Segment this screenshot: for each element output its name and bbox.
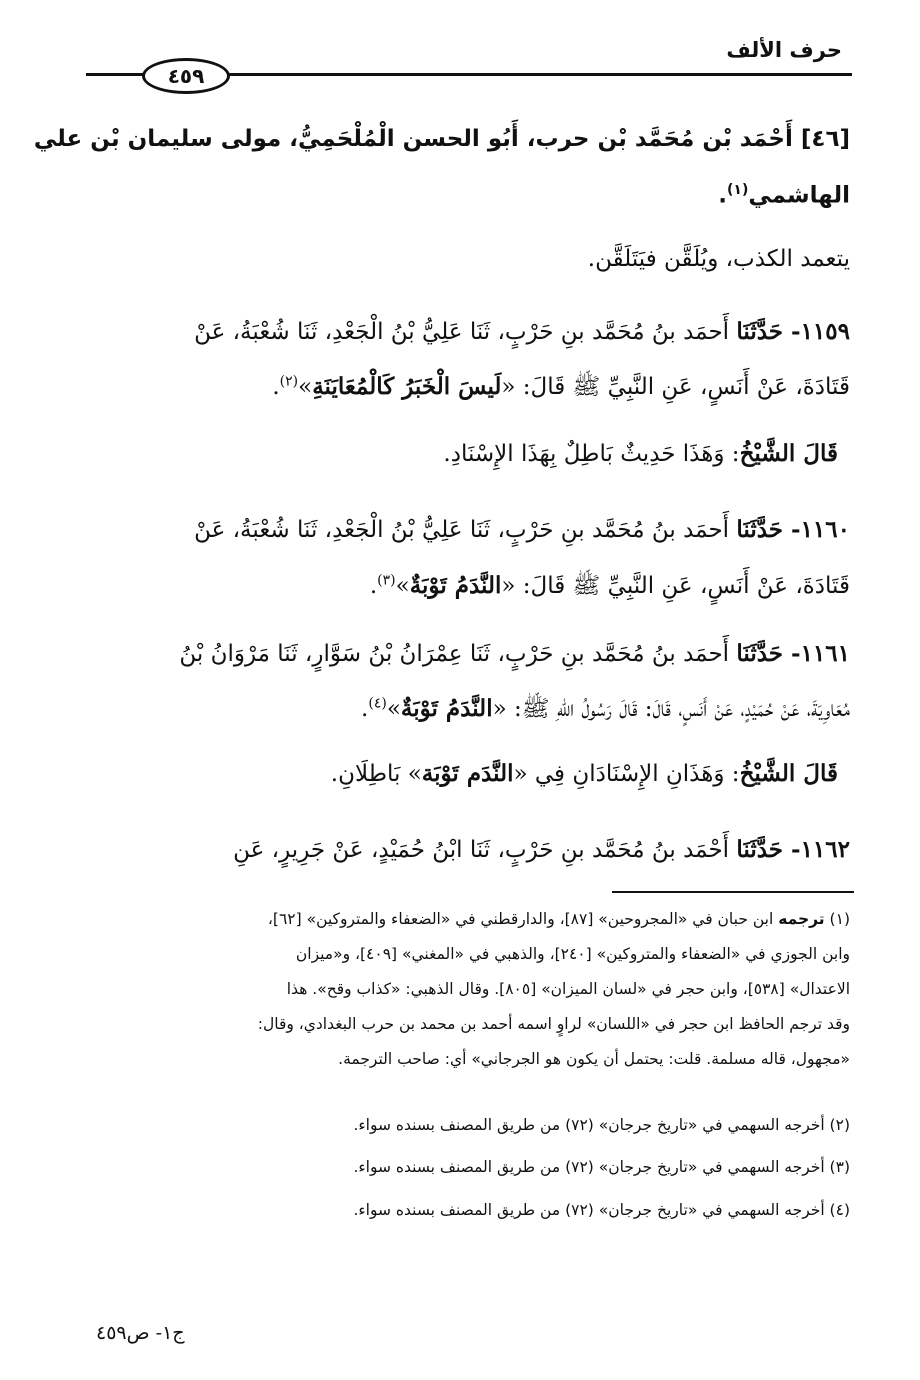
haddathana: حَدَّثَنَا (736, 836, 784, 863)
hadith-1160-line1: ١١٦٠- حَدَّثَنَا أَحمَد بنُ مُحَمَّد بنِ حَرْبٍ، ثَنَا عَلِيُّ بْنُ الْجَعْدِ، ثَنَا شُعْبَةُ، عَنْ (194, 516, 850, 543)
footnote-ref-4[interactable]: (٤) (368, 695, 387, 712)
page-number-badge (142, 58, 230, 94)
hadith-number: ١١٦١- (783, 640, 850, 667)
chapter-title: حرف الألف (726, 38, 842, 62)
footnote-ref-3[interactable]: (٣) (377, 572, 396, 589)
shaykh-label: قَالَ الشَّيْخُ (739, 760, 838, 787)
entry-description: يتعمد الكذب، ويُلَقَّن فيَتَلَقَّن. (587, 246, 850, 272)
footnote-1-line2: وابن الجوزي في «الضعفاء والمتروكين» [٢٤٠]، والذهبي في «المغني» [٤٠٩]، و«ميزان (295, 945, 850, 963)
footnote-3: (٣) أخرجه السهمي في «تاريخ جرجان» (٧٢) من طريق المصنف بسنده سواء. (353, 1158, 850, 1176)
footnote-number: (١) (824, 910, 850, 928)
haddathana: حَدَّثَنَا (736, 516, 784, 543)
page-number: ٤٥٩ (167, 64, 205, 88)
hadith-1160-line2: قَتَادَةَ، عَنْ أَنَسٍ، عَنِ النَّبِيِّ ﷺ قَالَ: «النَّدَمُ تَوْبَةٌ»$^{(٣)}$. (369, 572, 850, 599)
footnote-ref-1[interactable]: (١) (726, 182, 749, 198)
hadith-1159-line2: قَتَادَةَ، عَنْ أَنَسٍ، عَنِ النَّبِيِّ ﷺ قَالَ: «لَيسَ الْخَبَرُ كَالْمُعَايَنَةِ»$^{(٢)}$. (272, 373, 850, 400)
entry-title-name: الهاشمي (748, 182, 850, 209)
footnote-rule (612, 891, 854, 893)
hadith-1159-line1: ١١٥٩- حَدَّثَنَا أَحمَد بنُ مُحَمَّد بنِ حَرْبٍ، ثَنَا عَلِيُّ بْنُ الْجَعْدِ، ثَنَا شُعْبَةُ، عَنْ (194, 318, 850, 345)
footnote-ref-2[interactable]: (٢) (279, 373, 299, 390)
footnote-4: (٤) أخرجه السهمي في «تاريخ جرجان» (٧٢) من طريق المصنف بسنده سواء. (353, 1201, 850, 1219)
hadith-1161-line1: ١١٦١- حَدَّثَنَا أَحمَد بنُ مُحَمَّد بنِ حَرْبٍ، ثَنَا عِمْرَانُ بْنُ سَوَّارٍ، ثَنَا مَرْوَانُ بْنُ (179, 640, 850, 667)
hadith-number: ١١٦٢- (783, 836, 850, 863)
hadith-matn: النَّدَم تَوْبَة (421, 760, 514, 787)
footnote-1-line5: «مجهول، قاله مسلمة. قلت: يحتمل أن يكون هو الجرجاني» أي: صاحب الترجمة. (338, 1050, 850, 1068)
volume-page-reference: ج١- ص٤٥٩ (96, 1322, 185, 1344)
hadith-matn: النَّدَمُ تَوْبَةٌ (400, 695, 493, 722)
hadith-matn: لَيسَ الْخَبَرُ كَالْمُعَايَنَةِ (312, 373, 502, 400)
shaykh-comment-1159: قَالَ الشَّيْخُ: وَهَذَا حَدِيثٌ بَاطِلٌ بِهَذَا الإِسْنَادِ. (443, 440, 838, 467)
shaykh-comment-1161: قَالَ الشَّيْخُ: وَهَذَانِ الإِسْنَادَانِ فِي «النَّدَم تَوْبَة» بَاطِلَانِ. (330, 760, 838, 787)
footnote-2: (٢) أخرجه السهمي في «تاريخ جرجان» (٧٢) من طريق المصنف بسنده سواء. (353, 1116, 850, 1134)
haddathana: حَدَّثَنَا (736, 318, 784, 345)
hadith-1161-line2: مُعَاوِيَةَ، عَنْ حُمَيْدٍ، عَنْ أَنَسٍ، قَالَ: قَالَ رَسُولُ اللهِ ﷺ: «النَّدَمُ تَوْبَةٌ»$^{(٤)}$. (361, 695, 850, 722)
footnote-1-line3: الاعتدال» [٥٣٨]، وابن حجر في «لسان الميزان» [٨٠٥]. وقال الذهبي: «كذاب وقح». هذا (286, 980, 850, 998)
hadith-number: ١١٦٠- (783, 516, 850, 543)
footnote-1-line4: وقد ترجم الحافظ ابن حجر في «اللسان» لراوٍ اسمه أحمد بن محمد بن حرب البغدادي، وقال: (257, 1015, 850, 1033)
shaykh-label: قَالَ الشَّيْخُ (739, 440, 838, 467)
footnote-1-line1: (١) ترجمه ابن حبان في «المجروحين» [٨٧]، والدارقطني في «الضعفاء والمتروكين» [٦٢]، (267, 910, 850, 928)
entry-title-line1: [٤٦] أَحْمَد بْن مُحَمَّد بْن حرب، أَبُو الحسن الْمُلْحَمِيُّ، مولى سليمان بْن علي (33, 126, 850, 152)
haddathana: حَدَّثَنَا (736, 640, 784, 667)
hadith-1162-line1: ١١٦٢- حَدَّثَنَا أَحْمَد بنُ مُحَمَّد بنِ حَرْبٍ، ثَنَا ابْنُ حُمَيْدٍ، عَنْ جَرِيرٍ، عَنِ (233, 836, 850, 863)
hadith-matn: النَّدَمُ تَوْبَةٌ (409, 572, 502, 599)
entry-title-line2: الهاشمي$^{(١)}$. (718, 182, 850, 209)
hadith-number: ١١٥٩- (783, 318, 850, 345)
